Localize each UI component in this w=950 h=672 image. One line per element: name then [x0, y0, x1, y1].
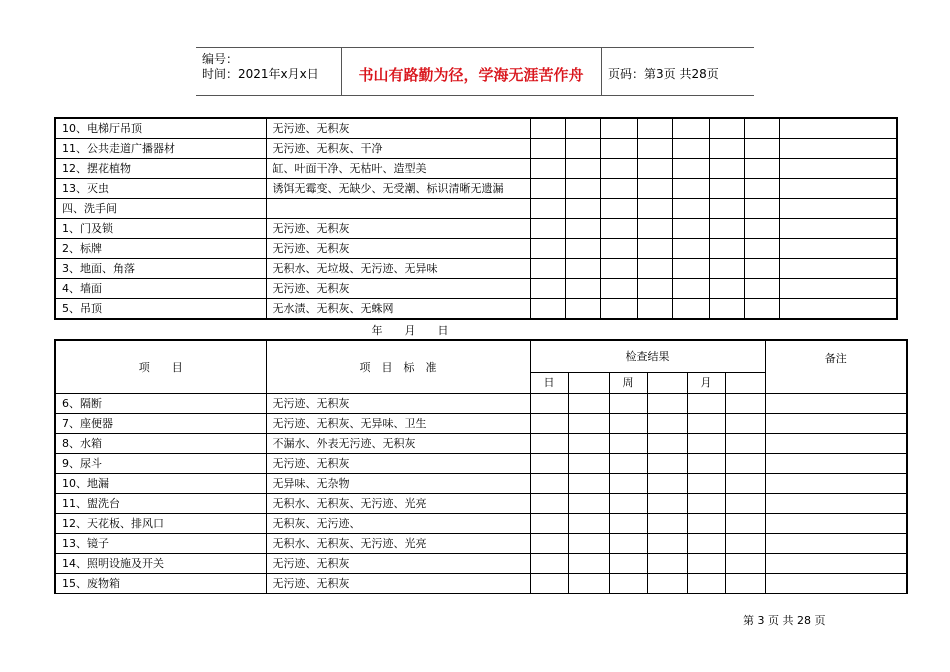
remark-cell	[765, 414, 907, 434]
header-remark: 备注	[765, 340, 907, 394]
inspection-table-1	[54, 117, 898, 320]
row-standard: 无积水、无积灰、无污迹、光亮	[266, 494, 530, 514]
table-row	[55, 118, 897, 139]
row-item: 11、公共走道广播器材	[55, 139, 266, 159]
result-cell	[647, 534, 687, 554]
result-cell	[530, 394, 568, 414]
result-cell	[568, 414, 609, 434]
table-row	[55, 414, 907, 434]
result-cell	[568, 554, 609, 574]
row-item: 8、水箱	[55, 434, 266, 454]
result-cell	[744, 259, 779, 279]
result-cell	[530, 159, 565, 179]
result-cell	[609, 534, 647, 554]
result-cell	[565, 179, 600, 199]
remark-cell	[779, 279, 897, 299]
result-cell	[637, 179, 672, 199]
remark-cell	[765, 494, 907, 514]
header-day-blank	[568, 372, 609, 393]
result-cell	[530, 219, 565, 239]
row-item: 3、地面、角落	[55, 259, 266, 279]
header-item: 项 目	[55, 340, 266, 394]
result-cell	[530, 454, 568, 474]
result-cell	[609, 494, 647, 514]
result-cell	[672, 199, 709, 219]
result-cell	[709, 199, 744, 219]
result-cell	[687, 494, 725, 514]
result-cell	[687, 534, 725, 554]
result-cell	[600, 118, 637, 139]
result-cell	[725, 534, 765, 554]
remark-cell	[765, 534, 907, 554]
result-cell	[637, 239, 672, 259]
result-cell	[609, 474, 647, 494]
result-cell	[530, 179, 565, 199]
result-cell	[709, 139, 744, 159]
result-cell	[687, 434, 725, 454]
table-row	[55, 299, 897, 320]
result-cell	[672, 299, 709, 320]
result-cell	[530, 414, 568, 434]
remark-cell	[779, 159, 897, 179]
result-cell	[565, 239, 600, 259]
remark-cell	[779, 239, 897, 259]
table-row	[55, 434, 907, 454]
result-cell	[609, 514, 647, 534]
result-cell	[530, 554, 568, 574]
result-cell	[530, 239, 565, 259]
table-row	[55, 514, 907, 534]
row-standard: 无污迹、无积灰	[266, 574, 530, 594]
result-cell	[672, 219, 709, 239]
result-cell	[600, 199, 637, 219]
result-cell	[687, 554, 725, 574]
table-row	[55, 179, 897, 199]
remark-cell	[779, 139, 897, 159]
header-month: 月	[687, 372, 725, 393]
row-item: 6、隔断	[55, 394, 266, 414]
result-cell	[530, 279, 565, 299]
result-cell	[647, 414, 687, 434]
result-cell	[687, 514, 725, 534]
result-cell	[609, 394, 647, 414]
row-item: 10、电梯厅吊顶	[55, 118, 266, 139]
remark-cell	[779, 199, 897, 219]
result-cell	[565, 118, 600, 139]
result-cell	[687, 474, 725, 494]
result-cell	[609, 414, 647, 434]
result-cell	[687, 394, 725, 414]
row-item: 5、吊顶	[55, 299, 266, 320]
row-standard: 诱饵无霉变、无缺少、无受潮、标识清晰无遗漏	[266, 179, 530, 199]
row-standard: 无污迹、无积灰、无异味、卫生	[266, 414, 530, 434]
result-cell	[687, 414, 725, 434]
result-cell	[609, 554, 647, 574]
result-cell	[600, 159, 637, 179]
header-time: 时间：2021年x月x日	[202, 67, 319, 81]
table-row	[55, 494, 907, 514]
result-cell	[744, 179, 779, 199]
result-cell	[568, 574, 609, 594]
row-standard: 无污迹、无积灰	[266, 279, 530, 299]
result-cell	[725, 574, 765, 594]
result-cell	[637, 139, 672, 159]
result-cell	[530, 118, 565, 139]
row-standard: 无污迹、无积灰	[266, 219, 530, 239]
result-cell	[568, 474, 609, 494]
result-cell	[600, 259, 637, 279]
result-cell	[600, 179, 637, 199]
result-cell	[725, 554, 765, 574]
result-cell	[709, 219, 744, 239]
result-cell	[530, 474, 568, 494]
result-cell	[647, 494, 687, 514]
remark-cell	[779, 219, 897, 239]
header-check-result: 检查结果	[530, 340, 765, 372]
result-cell	[725, 474, 765, 494]
header-bottom-border	[196, 95, 754, 96]
row-standard: 无污迹、无积灰、干净	[266, 139, 530, 159]
result-cell	[530, 534, 568, 554]
row-item: 四、洗手间	[55, 199, 266, 219]
result-cell	[530, 574, 568, 594]
header-page-code: 页码：第3页 共28页	[608, 67, 719, 81]
result-cell	[744, 299, 779, 320]
result-cell	[600, 279, 637, 299]
remark-cell	[779, 259, 897, 279]
row-standard: 无异味、无杂物	[266, 474, 530, 494]
row-standard: 不漏水、外表无污迹、无积灰	[266, 434, 530, 454]
result-cell	[647, 554, 687, 574]
result-cell	[600, 219, 637, 239]
result-cell	[609, 454, 647, 474]
result-cell	[744, 118, 779, 139]
header-month-blank	[725, 372, 765, 393]
table-row	[55, 474, 907, 494]
result-cell	[709, 239, 744, 259]
result-cell	[600, 239, 637, 259]
result-cell	[568, 454, 609, 474]
remark-cell	[765, 554, 907, 574]
result-cell	[672, 118, 709, 139]
header-motto: 书山有路勤为径，学海无涯苦作舟	[358, 66, 584, 84]
result-cell	[672, 279, 709, 299]
result-cell	[672, 239, 709, 259]
result-cell	[647, 574, 687, 594]
result-cell	[609, 434, 647, 454]
result-cell	[687, 454, 725, 474]
table-row	[55, 574, 907, 594]
result-cell	[565, 279, 600, 299]
result-cell	[530, 139, 565, 159]
row-standard: 无污迹、无积灰	[266, 118, 530, 139]
result-cell	[725, 494, 765, 514]
result-cell	[530, 434, 568, 454]
result-cell	[568, 514, 609, 534]
row-standard: 缸、叶面干净、无枯叶、造型美	[266, 159, 530, 179]
result-cell	[647, 454, 687, 474]
result-cell	[647, 394, 687, 414]
result-cell	[709, 279, 744, 299]
row-standard: 无污迹、无积灰	[266, 454, 530, 474]
result-cell	[565, 199, 600, 219]
result-cell	[744, 159, 779, 179]
table-row	[55, 554, 907, 574]
footer-page-number: 第 3 页 共 28 页	[743, 614, 826, 627]
table-row	[55, 159, 897, 179]
row-item: 11、盥洗台	[55, 494, 266, 514]
result-cell	[565, 259, 600, 279]
row-item: 13、灭虫	[55, 179, 266, 199]
result-cell	[637, 118, 672, 139]
row-standard: 无污迹、无积灰	[266, 239, 530, 259]
result-cell	[600, 299, 637, 320]
result-cell	[530, 259, 565, 279]
row-item: 4、墙面	[55, 279, 266, 299]
result-cell	[744, 199, 779, 219]
header-top-border	[196, 47, 754, 48]
header-week: 周	[609, 372, 647, 393]
result-cell	[647, 474, 687, 494]
result-cell	[725, 514, 765, 534]
row-standard: 无水渍、无积灰、无蛛网	[266, 299, 530, 320]
result-cell	[744, 219, 779, 239]
row-standard: 无积灰、无污迹、	[266, 514, 530, 534]
row-item: 14、照明设施及开关	[55, 554, 266, 574]
table-row	[55, 454, 907, 474]
result-cell	[744, 279, 779, 299]
result-cell	[568, 534, 609, 554]
result-cell	[744, 239, 779, 259]
row-item: 12、天花板、排风口	[55, 514, 266, 534]
result-cell	[565, 219, 600, 239]
remark-cell	[765, 474, 907, 494]
result-cell	[672, 159, 709, 179]
row-item: 1、门及锁	[55, 219, 266, 239]
result-cell	[709, 159, 744, 179]
result-cell	[568, 434, 609, 454]
row-standard: 无污迹、无积灰	[266, 394, 530, 414]
row-item: 2、标牌	[55, 239, 266, 259]
table-row	[55, 199, 897, 219]
table-row	[55, 239, 897, 259]
remark-cell	[765, 454, 907, 474]
result-cell	[672, 259, 709, 279]
result-cell	[647, 434, 687, 454]
date-line: 年 月 日	[371, 324, 449, 337]
header-number-label: 编号：	[202, 52, 239, 66]
remark-cell	[779, 118, 897, 139]
result-cell	[530, 514, 568, 534]
row-item: 10、地漏	[55, 474, 266, 494]
remark-cell	[765, 514, 907, 534]
result-cell	[565, 299, 600, 320]
result-cell	[565, 139, 600, 159]
document-header	[196, 47, 754, 96]
result-cell	[637, 219, 672, 239]
remark-cell	[765, 434, 907, 454]
result-cell	[647, 514, 687, 534]
result-cell	[600, 139, 637, 159]
result-cell	[725, 454, 765, 474]
result-cell	[744, 139, 779, 159]
result-cell	[637, 279, 672, 299]
header-divider-right	[601, 47, 602, 96]
result-cell	[725, 414, 765, 434]
result-cell	[709, 118, 744, 139]
table-row	[55, 394, 907, 414]
table-row	[55, 279, 897, 299]
row-item: 12、摆花植物	[55, 159, 266, 179]
row-standard: 无积水、无积灰、无污迹、光亮	[266, 534, 530, 554]
header-standard: 项 目 标 准	[266, 340, 530, 394]
row-item: 9、尿斗	[55, 454, 266, 474]
result-cell	[709, 259, 744, 279]
result-cell	[725, 434, 765, 454]
result-cell	[568, 494, 609, 514]
row-standard: 无污迹、无积灰	[266, 554, 530, 574]
result-cell	[709, 299, 744, 320]
inspection-table-2	[54, 339, 908, 594]
result-cell	[530, 494, 568, 514]
result-cell	[637, 199, 672, 219]
result-cell	[709, 179, 744, 199]
header-day: 日	[530, 372, 568, 393]
result-cell	[687, 574, 725, 594]
result-cell	[530, 299, 565, 320]
row-standard: 无积水、无垃圾、无污迹、无异味	[266, 259, 530, 279]
result-cell	[637, 299, 672, 320]
result-cell	[609, 574, 647, 594]
remark-cell	[779, 179, 897, 199]
result-cell	[637, 259, 672, 279]
result-cell	[565, 159, 600, 179]
result-cell	[530, 199, 565, 219]
table-row	[55, 259, 897, 279]
result-cell	[672, 139, 709, 159]
row-item: 7、座便器	[55, 414, 266, 434]
remark-cell	[779, 299, 897, 320]
row-item: 13、镜子	[55, 534, 266, 554]
table-row	[55, 219, 897, 239]
remark-cell	[765, 574, 907, 594]
table-row	[55, 534, 907, 554]
result-cell	[637, 159, 672, 179]
row-item: 15、废物箱	[55, 574, 266, 594]
header-week-blank	[647, 372, 687, 393]
table-row	[55, 139, 897, 159]
result-cell	[725, 394, 765, 414]
remark-cell	[765, 394, 907, 414]
result-cell	[568, 394, 609, 414]
result-cell	[672, 179, 709, 199]
row-standard	[266, 199, 530, 219]
